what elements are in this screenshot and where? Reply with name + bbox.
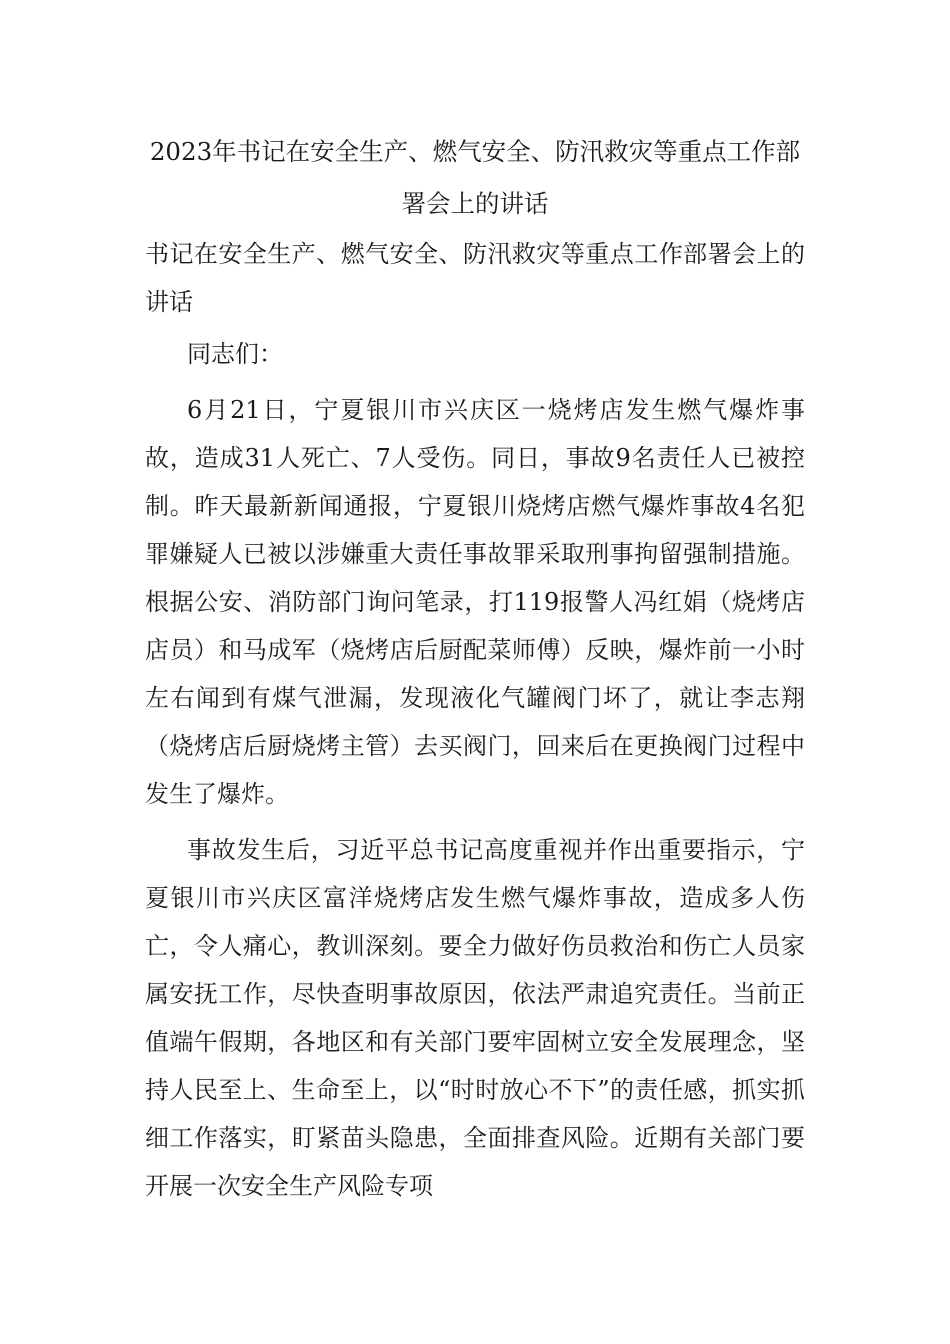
paragraph-1: 6月21日，宁夏银川市兴庆区一烧烤店发生燃气爆炸事故，造成31人死亡、7人受伤。同日，事故9名责任人已被控制。昨天最新新闻通报，宁夏银川烧烤店燃气爆炸事故4名犯罪嫌疑人已被以涉嫌重大责任事故罪采取刑事拘留强制措施。根据公安、消防部门询问笔录，打119报警人冯红娟（烧烤店店员）和马成军（烧烤店后厨配菜师傅）反映，爆炸前一小时左右闻到有煤气泄漏，发现液化气罐阀门坏了，就让李志翔（烧烤店后厨烧烤主管）去买阀门，回来后在更换阀门过程中发生了爆炸。: [145, 396, 805, 808]
greeting: 同志们：: [187, 340, 283, 368]
document-body: [145, 126, 805, 1210]
document-title: 2023年书记在安全生产、燃气安全、防汛救灾等重点工作部署会上的讲话: [149, 137, 801, 218]
document-subtitle: 书记在安全生产、燃气安全、防汛救灾等重点工作部署会上的讲话: [145, 240, 805, 316]
paragraph-2: 事故发生后，习近平总书记高度重视并作出重要指示，宁夏银川市兴庆区富洋烧烤店发生燃气爆炸事故，造成多人伤亡，令人痛心，教训深刻。要全力做好伤员救治和伤亡人员家属安抚工作，尽快查明事故原因，依法严肃追究责任。当前正值端午假期，各地区和有关部门要牢固树立安全发展理念，坚持人民至上、生命至上，以“时时放心不下”的责任感，抓实抓细工作落实，盯紧苗头隐患，全面排查风险。近期有关部门要开展一次安全生产风险专项: [145, 836, 805, 1200]
